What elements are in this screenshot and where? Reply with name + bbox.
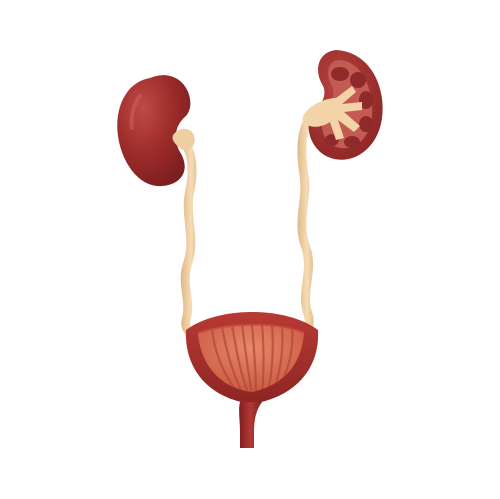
left-kidney [117,75,195,186]
urethra [239,402,262,448]
left-ureter [182,140,200,338]
right-kidney [303,50,383,160]
urinary-bladder [186,312,318,404]
right-ureter [298,112,316,338]
